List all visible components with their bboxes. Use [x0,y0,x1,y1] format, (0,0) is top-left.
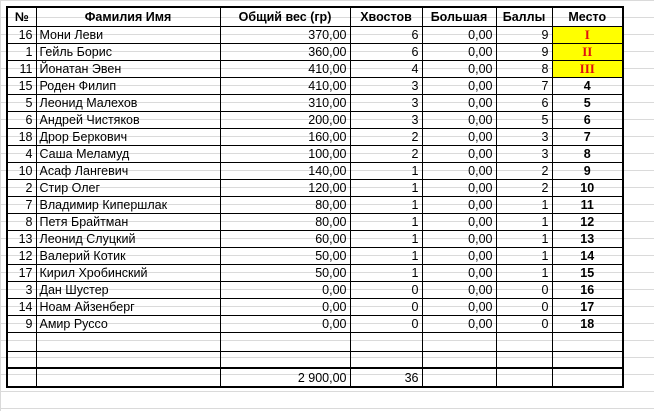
tails-cell[interactable]: 6 [350,26,422,43]
table-row [7,213,623,230]
cell[interactable] [36,351,220,368]
num-cell[interactable]: 6 [7,111,36,128]
name-cell[interactable]: Асаф Лангевич [36,162,220,179]
num-cell[interactable]: 16 [7,26,36,43]
tails-cell[interactable]: 3 [350,94,422,111]
name-cell[interactable]: Ноам Айзенберг [36,298,220,315]
table-row [7,315,623,332]
weight-cell[interactable]: 0,00 [220,315,350,332]
table-row [7,179,623,196]
num-cell[interactable]: 18 [7,128,36,145]
place-cell[interactable]: 18 [552,315,623,332]
num-cell[interactable]: 12 [7,247,36,264]
points-cell[interactable]: 1 [496,230,552,247]
points-cell[interactable]: 5 [496,111,552,128]
num-cell[interactable]: 4 [7,145,36,162]
results-table [6,6,624,388]
num-cell[interactable]: 17 [7,264,36,281]
big-cell[interactable]: 0,00 [422,145,496,162]
name-cell[interactable]: Андрей Чистяков [36,111,220,128]
big-cell[interactable]: 0,00 [422,60,496,77]
points-cell[interactable]: 1 [496,247,552,264]
table-row [7,94,623,111]
cell[interactable] [7,368,36,387]
big-cell[interactable]: 0,00 [422,179,496,196]
weight-cell[interactable]: 120,00 [220,179,350,196]
tails-cell[interactable]: 0 [350,298,422,315]
table-row [7,264,623,281]
place-cell[interactable]: 5 [552,94,623,111]
points-cell[interactable]: 0 [496,315,552,332]
header-place[interactable]: Место [552,7,623,26]
weight-cell[interactable]: 140,00 [220,162,350,179]
cell[interactable] [422,368,496,387]
name-cell[interactable]: Дан Шустер [36,281,220,298]
weight-cell[interactable]: 60,00 [220,230,350,247]
points-cell[interactable]: 0 [496,298,552,315]
cell[interactable] [7,351,36,368]
big-cell[interactable]: 0,00 [422,213,496,230]
tails-cell[interactable]: 2 [350,128,422,145]
table-row [7,43,623,60]
weight-cell[interactable]: 80,00 [220,213,350,230]
name-cell[interactable]: Роден Филип [36,77,220,94]
tails-cell[interactable]: 1 [350,264,422,281]
table-row [7,26,623,43]
num-cell[interactable]: 15 [7,77,36,94]
num-cell[interactable]: 11 [7,60,36,77]
cell[interactable] [350,332,422,351]
big-cell[interactable]: 0,00 [422,230,496,247]
cell[interactable] [36,332,220,351]
table-row [7,128,623,145]
cell[interactable] [422,351,496,368]
cell[interactable] [552,332,623,351]
table-row [7,60,623,77]
points-cell[interactable]: 1 [496,264,552,281]
num-cell[interactable]: 13 [7,230,36,247]
weight-cell[interactable]: 410,00 [220,60,350,77]
cell[interactable] [350,351,422,368]
num-cell[interactable]: 9 [7,315,36,332]
table-row [7,196,623,213]
weight-cell[interactable]: 0,00 [220,281,350,298]
header-num[interactable]: № [7,7,36,26]
place-cell[interactable]: I [552,26,623,43]
table-row [7,230,623,247]
place-cell[interactable]: 17 [552,298,623,315]
points-cell[interactable]: 3 [496,145,552,162]
place-cell[interactable]: 13 [552,230,623,247]
big-cell[interactable]: 0,00 [422,264,496,281]
place-cell[interactable]: II [552,43,623,60]
weight-cell[interactable]: 360,00 [220,43,350,60]
points-cell[interactable]: 3 [496,128,552,145]
totals-row [7,368,623,387]
tails-cell[interactable]: 1 [350,213,422,230]
name-cell[interactable]: Кирил Хробинский [36,264,220,281]
num-cell[interactable]: 8 [7,213,36,230]
blank-row [7,332,623,351]
name-cell[interactable]: Амир Руссо [36,315,220,332]
cell[interactable] [7,332,36,351]
tails-cell[interactable]: 1 [350,230,422,247]
weight-cell[interactable]: 0,00 [220,298,350,315]
tails-cell[interactable]: 1 [350,179,422,196]
cell[interactable] [36,368,220,387]
place-cell[interactable]: 11 [552,196,623,213]
points-cell[interactable]: 9 [496,26,552,43]
place-cell[interactable]: 4 [552,77,623,94]
num-cell[interactable]: 7 [7,196,36,213]
big-cell[interactable]: 0,00 [422,26,496,43]
points-cell[interactable]: 1 [496,213,552,230]
points-cell[interactable]: 8 [496,60,552,77]
tails-cell[interactable]: 1 [350,196,422,213]
big-cell[interactable]: 0,00 [422,315,496,332]
tails-cell[interactable]: 0 [350,315,422,332]
big-cell[interactable]: 0,00 [422,77,496,94]
table-row [7,162,623,179]
weight-cell[interactable]: 410,00 [220,77,350,94]
big-cell[interactable]: 0,00 [422,247,496,264]
cell[interactable] [552,368,623,387]
tails-cell[interactable]: 1 [350,247,422,264]
place-cell[interactable]: 12 [552,213,623,230]
name-cell[interactable]: Леонид Слуцкий [36,230,220,247]
weight-cell[interactable]: 80,00 [220,196,350,213]
name-cell[interactable]: Мони Леви [36,26,220,43]
tails-cell[interactable]: 4 [350,60,422,77]
points-cell[interactable]: 2 [496,162,552,179]
cell[interactable] [496,351,552,368]
header-points[interactable]: Баллы [496,7,552,26]
place-cell[interactable]: 7 [552,128,623,145]
cell[interactable] [220,332,350,351]
header-tails[interactable]: Хвостов [350,7,422,26]
big-cell[interactable]: 0,00 [422,162,496,179]
big-cell[interactable]: 0,00 [422,43,496,60]
points-cell[interactable]: 6 [496,94,552,111]
cell[interactable] [552,351,623,368]
big-cell[interactable]: 0,00 [422,196,496,213]
num-cell[interactable]: 5 [7,94,36,111]
place-cell[interactable]: 8 [552,145,623,162]
num-cell[interactable]: 2 [7,179,36,196]
name-cell[interactable]: Йонатан Эвен [36,60,220,77]
cell[interactable] [220,351,350,368]
big-cell[interactable]: 0,00 [422,128,496,145]
place-cell[interactable]: 10 [552,179,623,196]
name-cell[interactable]: Владимир Кипершлак [36,196,220,213]
big-cell[interactable]: 0,00 [422,281,496,298]
weight-cell[interactable]: 50,00 [220,264,350,281]
weight-cell[interactable]: 160,00 [220,128,350,145]
place-cell[interactable]: 9 [552,162,623,179]
table-row [7,77,623,94]
place-cell[interactable]: 15 [552,264,623,281]
tails-cell[interactable]: 2 [350,145,422,162]
name-cell[interactable]: Гейль Борис [36,43,220,60]
blank-row [7,351,623,368]
place-cell[interactable]: III [552,60,623,77]
table-row [7,298,623,315]
place-cell[interactable]: 6 [552,111,623,128]
table-row [7,281,623,298]
big-cell[interactable]: 0,00 [422,94,496,111]
place-cell[interactable]: 16 [552,281,623,298]
place-cell[interactable]: 14 [552,247,623,264]
total-weight-cell[interactable]: 2 900,00 [220,368,350,387]
tails-cell[interactable]: 0 [350,281,422,298]
weight-cell[interactable]: 200,00 [220,111,350,128]
num-cell[interactable]: 10 [7,162,36,179]
num-cell[interactable]: 14 [7,298,36,315]
header-weight[interactable]: Общий вес (гр) [220,7,350,26]
points-cell[interactable]: 0 [496,281,552,298]
cell[interactable] [496,332,552,351]
weight-cell[interactable]: 370,00 [220,26,350,43]
big-cell[interactable]: 0,00 [422,298,496,315]
header-name[interactable]: Фамилия Имя [36,7,220,26]
tails-cell[interactable]: 1 [350,162,422,179]
table-row [7,247,623,264]
num-cell[interactable]: 1 [7,43,36,60]
points-cell[interactable]: 9 [496,43,552,60]
table-row [7,111,623,128]
weight-cell[interactable]: 50,00 [220,247,350,264]
cell[interactable] [422,332,496,351]
tails-cell[interactable]: 6 [350,43,422,60]
num-cell[interactable]: 3 [7,281,36,298]
header-big[interactable]: Большая [422,7,496,26]
name-cell[interactable]: Леонид Малехов [36,94,220,111]
header-row [7,7,623,26]
name-cell[interactable]: Петя Брайтман [36,213,220,230]
tails-cell[interactable]: 3 [350,111,422,128]
points-cell[interactable]: 7 [496,77,552,94]
weight-cell[interactable]: 310,00 [220,94,350,111]
table-row [7,145,623,162]
points-cell[interactable]: 1 [496,196,552,213]
name-cell[interactable]: Саша Меламуд [36,145,220,162]
name-cell[interactable]: Стир Олег [36,179,220,196]
name-cell[interactable]: Дрор Беркович [36,128,220,145]
name-cell[interactable]: Валерий Котик [36,247,220,264]
tails-cell[interactable]: 3 [350,77,422,94]
cell[interactable] [496,368,552,387]
big-cell[interactable]: 0,00 [422,111,496,128]
points-cell[interactable]: 2 [496,179,552,196]
total-tails-cell[interactable]: 36 [350,368,422,387]
weight-cell[interactable]: 100,00 [220,145,350,162]
